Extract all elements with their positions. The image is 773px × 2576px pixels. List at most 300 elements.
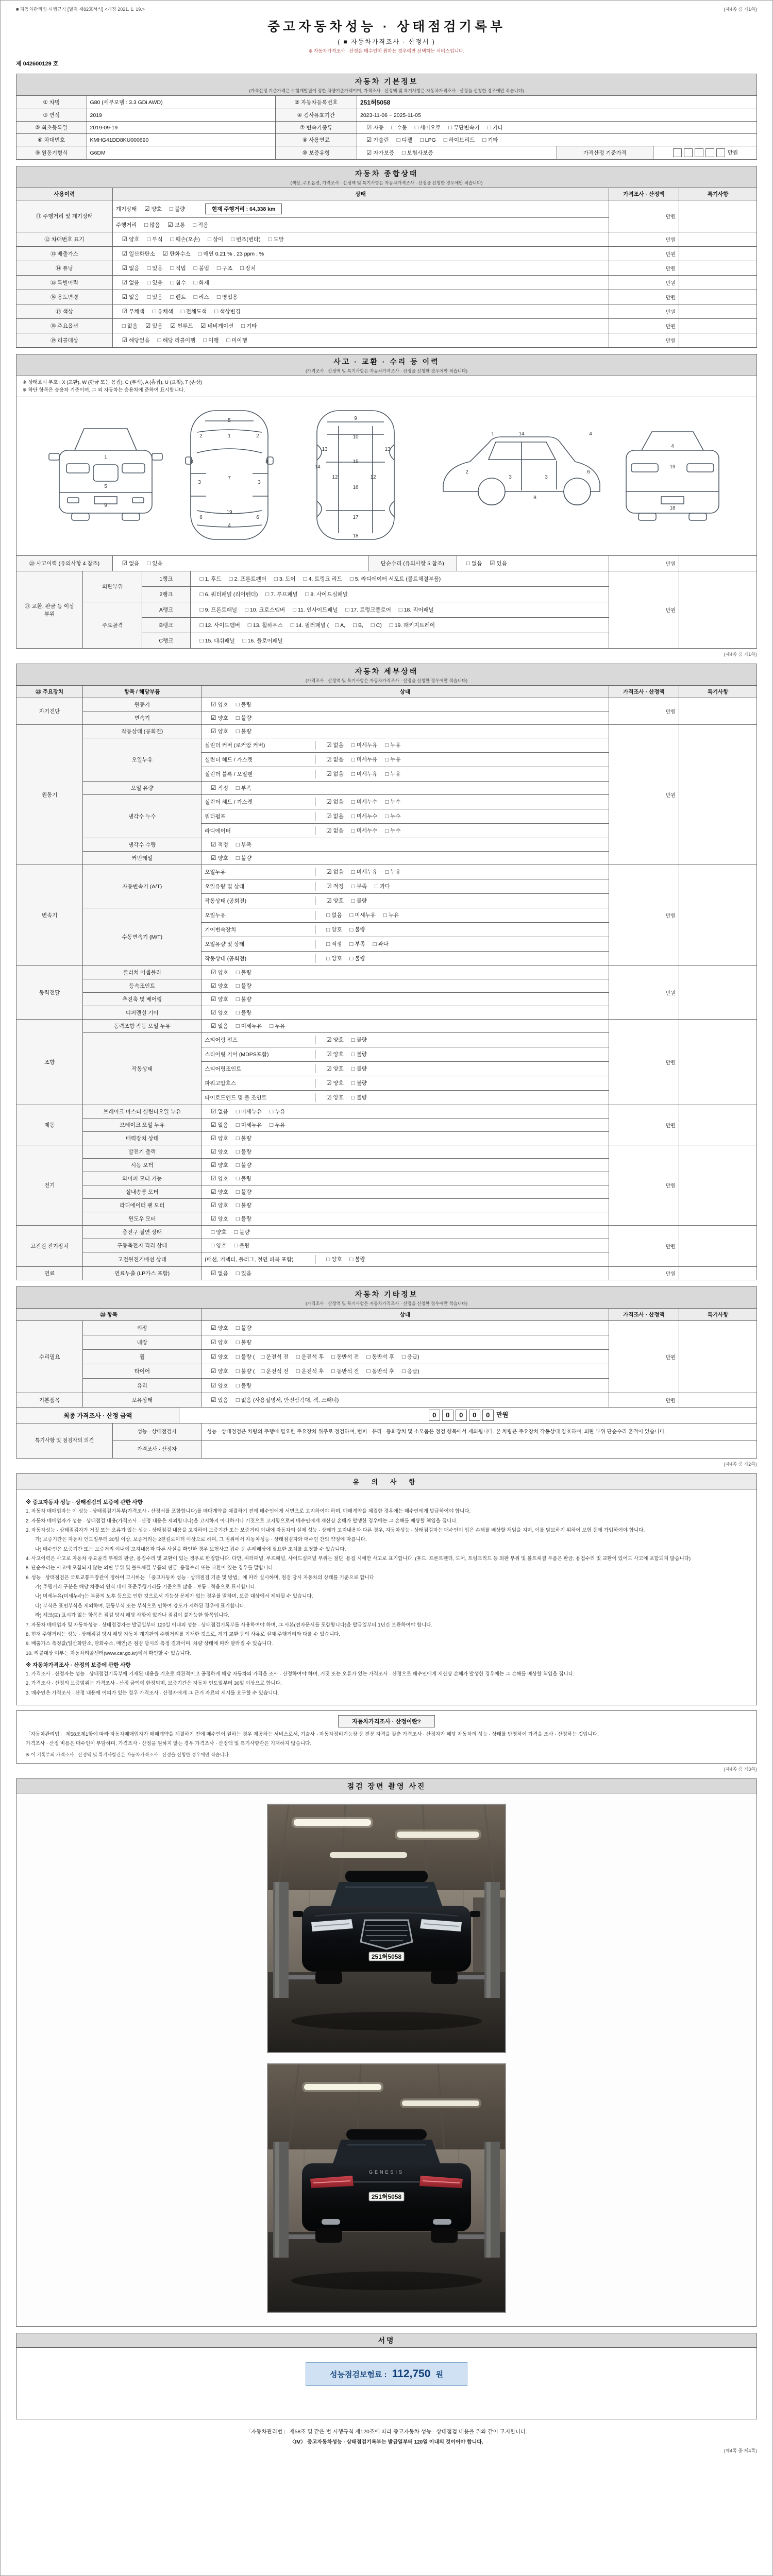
section-title-overall: 자동차 종합상태 [355, 170, 418, 178]
digit-box: 0 [442, 1410, 453, 1421]
checkbox-checked[interactable]: ☑ [366, 125, 372, 131]
checkbox-checked[interactable]: ☑ [211, 702, 216, 708]
checkbox-empty[interactable]: □ [326, 941, 330, 947]
checkbox-empty[interactable]: □ [236, 1397, 240, 1404]
checkbox-empty[interactable]: □ [385, 869, 389, 875]
svg-text:17: 17 [352, 515, 359, 521]
form-cell: 주요골격 [83, 602, 142, 649]
checkbox-empty[interactable]: □ [371, 622, 375, 629]
checkbox-empty[interactable]: □ [385, 799, 389, 805]
checkbox-checked[interactable]: ☑ [211, 1340, 216, 1346]
checkbox-checked[interactable]: ☑ [122, 309, 128, 315]
checkbox-empty[interactable]: □ [199, 622, 204, 629]
checkbox-empty[interactable]: □ [236, 728, 240, 735]
checkbox-checked[interactable]: ☑ [326, 742, 332, 749]
checkbox-empty[interactable]: □ [169, 206, 173, 212]
checkbox-empty[interactable]: □ [385, 771, 389, 777]
svg-text:19: 19 [669, 464, 676, 470]
checkbox-empty[interactable]: □ [383, 912, 387, 919]
checkbox-empty[interactable]: □ [443, 137, 447, 143]
checkbox-empty[interactable]: □ [326, 955, 330, 962]
checkbox-empty[interactable]: □ [214, 309, 219, 315]
checkbox-empty[interactable]: □ [366, 1354, 371, 1361]
checkbox-checked[interactable]: ☑ [122, 280, 128, 286]
checkbox-checked[interactable]: ☑ [326, 1080, 332, 1087]
checkbox-checked[interactable]: ☑ [122, 251, 128, 257]
form-cell: 변속기 [83, 711, 201, 725]
form-cell: 2랭크 [142, 587, 190, 602]
checkbox-empty[interactable]: □ [236, 1176, 240, 1182]
form-cell [679, 304, 757, 319]
checkbox-empty[interactable]: □ [349, 1256, 354, 1263]
checkbox-empty[interactable]: □ [296, 1368, 300, 1375]
checkbox-checked[interactable]: ☑ [211, 1397, 216, 1404]
checkbox-checked[interactable]: ☑ [326, 1037, 332, 1043]
form-cell: 작동상태 (공회전) [83, 725, 201, 738]
form-cell: 최종 가격조사 · 산정 금액 [16, 1408, 179, 1423]
checkbox-empty[interactable]: □ [193, 294, 197, 300]
checkbox-empty[interactable]: □ [211, 1243, 215, 1249]
checkbox-empty[interactable]: □ [326, 912, 330, 919]
checkbox-empty[interactable]: □ [198, 251, 202, 257]
checkbox-empty[interactable]: □ [261, 1354, 265, 1361]
part-label: 실린더 커버 (로커암 커버) [205, 741, 316, 750]
checkbox-empty[interactable]: □ [351, 1037, 355, 1043]
form-cell: 2023-11-06 ~ 2025-11-05 [357, 109, 757, 122]
checkbox-empty[interactable]: □ [385, 813, 389, 820]
notice-item: 1. 자동차 매매업자는 이 성능 · 상태점검기록부(가격조사 · 산정서를 포함합니다)를 매매계약을 체결하기 전에 매수인에게 서면으로 고지하여야 하며, 매매계약을 체결한 경우에는 매수인에게 발급하여야 합니다. [26, 1509, 471, 1515]
checkbox-empty[interactable]: □ [351, 883, 355, 890]
column-header: 특기사항 [679, 188, 757, 200]
form-cell: 클러치 어셈블리 [83, 966, 201, 979]
column-header: 가격조사 · 산정액 [609, 188, 679, 200]
checkbox-empty[interactable]: □ [270, 1109, 274, 1115]
checkbox-empty[interactable]: □ [170, 236, 174, 243]
checkbox-empty[interactable]: □ [349, 955, 354, 962]
form-cell: ㉑ 교환, 판금 등 이상 부위 [16, 571, 83, 649]
checkbox-empty[interactable]: □ [349, 576, 354, 583]
checkbox-empty[interactable]: □ [351, 869, 355, 875]
checkbox-empty[interactable]: □ [351, 742, 355, 749]
checkbox-empty[interactable]: □ [398, 607, 402, 614]
checkbox-empty[interactable]: □ [270, 1122, 274, 1129]
form-cell: □ 없음 ☑ 있음 [457, 556, 609, 571]
checkbox-empty[interactable]: □ [351, 799, 355, 805]
checkbox-checked[interactable]: ☑ [211, 1010, 216, 1016]
checkbox-empty[interactable]: □ [351, 1051, 355, 1058]
checkbox-checked[interactable]: ☑ [211, 1023, 216, 1030]
insurance-fee-unit: 원 [435, 2370, 444, 2379]
checkbox-empty[interactable]: □ [351, 1080, 355, 1087]
checkbox-empty[interactable]: □ [242, 638, 246, 645]
checkbox-empty[interactable]: □ [466, 561, 470, 567]
form-cell: 오일누유 ☑ 없음 □ 미세누유 □ 누유 [201, 865, 609, 879]
form-cell: 실린더 헤드 / 가스켓 ☑ 없음 □ 미세누유 □ 누유 [201, 753, 609, 767]
form-cell: 2019-09-19 [87, 122, 275, 134]
checkbox-empty[interactable]: □ [247, 622, 251, 629]
page-marker-2: (제4쪽 중 제2쪽) [724, 1462, 757, 1467]
checkbox-empty[interactable]: □ [147, 236, 151, 243]
checkbox-checked[interactable]: ☑ [167, 222, 173, 228]
checkbox-empty[interactable]: □ [366, 1368, 371, 1375]
notice-item: 3. 매수인은 가격조사 · 산정 내용에 이의가 있는 경우 가격조사 · 산정자에게 그 근거 자료의 제시를 요구할 수 있습니다. [26, 1690, 279, 1696]
form-cell: 만원 [609, 698, 679, 725]
checkbox-checked[interactable]: ☑ [122, 265, 128, 272]
form-cell: 기어변속장치 □ 양호 □ 불량 [201, 923, 609, 937]
checkbox-empty[interactable]: □ [335, 622, 339, 629]
checkbox-empty[interactable]: □ [122, 323, 126, 329]
notice-item-list [26, 1507, 747, 1657]
checkbox-empty[interactable]: □ [296, 1354, 300, 1361]
checkbox-empty[interactable]: □ [226, 337, 230, 344]
checkbox-empty[interactable]: □ [305, 591, 309, 598]
checkbox-empty[interactable]: □ [396, 137, 400, 143]
form-cell: 타이어 [83, 1364, 201, 1379]
checkbox-empty[interactable]: □ [236, 970, 240, 976]
form-cell: 스티어링 기어 (MDPS포함) ☑ 양호 □ 불량 [201, 1047, 609, 1062]
checkbox-empty[interactable]: □ [385, 827, 389, 834]
checkbox-checked[interactable]: ☑ [366, 137, 372, 143]
checkbox-checked[interactable]: ☑ [326, 869, 332, 875]
checkbox-empty[interactable]: □ [351, 756, 355, 763]
checkbox-empty[interactable]: □ [414, 125, 418, 131]
form-cell: ⑥ 차대번호 [16, 134, 87, 146]
form-cell: ☑ 없음 □ 있음 [201, 1267, 609, 1280]
notice-item: 다) 부식은 표면부식을 제외하며, 관통부식 또는 부식으로 인하여 강도가 저하된 경우에 표기합니다. [35, 1603, 246, 1609]
checkbox-empty[interactable]: □ [170, 294, 174, 300]
checkbox-empty[interactable]: □ [419, 137, 424, 143]
form-cell: ☑ 양호 □ 불량 [201, 1212, 609, 1226]
checkbox-empty[interactable]: □ [448, 125, 452, 131]
checkbox-empty[interactable]: □ [236, 702, 240, 708]
brand-badge: GENESIS [368, 2169, 405, 2175]
checkbox-empty[interactable]: □ [180, 309, 184, 315]
checkbox-empty[interactable]: □ [236, 1202, 240, 1209]
checkbox-empty[interactable]: □ [240, 265, 244, 272]
checkbox-empty[interactable]: □ [385, 756, 389, 763]
form-cell: 만원 [609, 725, 679, 865]
checkbox-checked[interactable]: ☑ [122, 337, 128, 344]
form-cell: 외장 [83, 1321, 201, 1335]
svg-text:4: 4 [589, 431, 592, 437]
inspection-photo-front [267, 1804, 506, 2053]
checkbox-empty[interactable]: □ [351, 827, 355, 834]
checkbox-empty[interactable]: □ [482, 137, 486, 143]
checkbox-empty[interactable]: □ [331, 1368, 335, 1375]
checkbox-empty[interactable]: □ [401, 150, 406, 156]
checkbox-empty[interactable]: □ [236, 1010, 240, 1016]
checkbox-empty[interactable]: □ [216, 265, 221, 272]
checkbox-checked[interactable]: ☑ [326, 771, 332, 777]
form-cell: 발전기 출력 [83, 1145, 201, 1159]
part-label: 파워고압호스 [205, 1079, 316, 1088]
checkbox-checked[interactable]: ☑ [211, 1189, 216, 1196]
form-cell: 가격산정 기준가격 [557, 146, 653, 160]
document-title: 중고자동차성능 · 상태점검기록부 [267, 20, 506, 34]
notice-item: 7. 자동차 매매업자 및 자동차성능 · 상태점검자는 발급일부터 120일 이내의 성능 · 상태점검기록부를 사용하여야 하며, 그 사본(전자문서를 포함합니다)을 발급일부터 1년간 보관하여야 합니다. [26, 1622, 433, 1628]
checkbox-checked[interactable]: ☑ [326, 813, 332, 820]
checkbox-checked[interactable]: ☑ [366, 150, 372, 156]
checkbox-empty[interactable]: □ [351, 813, 355, 820]
checkbox-checked[interactable]: ☑ [170, 323, 176, 329]
inspection-insurance-fee [306, 2362, 467, 2386]
checkbox-empty[interactable]: □ [236, 983, 240, 990]
checkbox-checked[interactable]: ☑ [326, 827, 332, 834]
checkbox-empty[interactable]: □ [203, 337, 207, 344]
checkbox-empty[interactable]: □ [349, 941, 354, 947]
checkbox-empty[interactable]: □ [199, 638, 204, 645]
checkbox-empty[interactable]: □ [236, 1109, 240, 1115]
checkbox-empty[interactable]: □ [157, 337, 161, 344]
form-cell: ☑ 적정 □ 부족 [201, 838, 609, 852]
form-cell: 파워고압호스 ☑ 양호 □ 불량 [201, 1076, 609, 1091]
checkbox-empty[interactable]: □ [236, 1189, 240, 1196]
checkbox-checked[interactable]: ☑ [122, 294, 128, 300]
form-cell: ☑ 양호 □ 불량 ( □ 운전석 전 □ 운전석 후 □ 동반석 전 □ 동반석 후 □ 응급) [201, 1350, 609, 1364]
checkbox-empty[interactable]: □ [351, 897, 355, 904]
column-header: 특기사항 [679, 1309, 757, 1321]
checkbox-empty[interactable]: □ [231, 236, 235, 243]
checkbox-empty[interactable]: □ [236, 996, 240, 1003]
checkbox-checked[interactable]: ☑ [211, 1122, 216, 1129]
checkbox-empty[interactable]: □ [236, 1325, 240, 1332]
form-cell: 커먼레일 [83, 852, 201, 865]
checkbox-empty[interactable]: □ [236, 1340, 240, 1346]
form-cell: 유리 [83, 1379, 201, 1393]
checkbox-checked[interactable]: ☑ [211, 1162, 216, 1169]
checkbox-checked[interactable]: ☑ [211, 728, 216, 735]
checkbox-checked[interactable]: ☑ [211, 842, 216, 849]
checkbox-checked[interactable]: ☑ [122, 236, 128, 243]
notice-item: 나) 매수인은 보증기간 또는 보증거리 이내에 고지내용과 다른 사실을 확인한 경우 보험사고 접수 등 손해배상에 필요한 조치를 요청할 수 있습니다. [35, 1546, 346, 1552]
form-cell: ⑰ 색상 [16, 304, 113, 319]
checkbox-checked[interactable]: ☑ [326, 1065, 332, 1072]
checkbox-checked[interactable]: ☑ [200, 323, 206, 329]
checkbox-checked[interactable]: ☑ [122, 561, 128, 567]
checkbox-checked[interactable]: ☑ [211, 1354, 216, 1361]
form-cell: ☑ 양호 □ 불량 [201, 698, 609, 711]
form-reference-line [16, 6, 757, 12]
checkbox-checked[interactable]: ☑ [211, 996, 216, 1003]
checkbox-empty[interactable]: □ [326, 1256, 330, 1263]
checkbox-empty[interactable]: □ [290, 622, 294, 629]
form-cell: ☑ 자가보증 □ 보험사보증 [357, 146, 557, 160]
checkbox-empty[interactable]: □ [147, 294, 151, 300]
checkbox-empty[interactable]: □ [349, 926, 354, 933]
column-header: 상태 [201, 1309, 609, 1321]
title-block [16, 16, 757, 54]
checkbox-checked[interactable]: ☑ [211, 1176, 216, 1182]
checkbox-empty[interactable]: □ [351, 1094, 355, 1101]
checkbox-empty[interactable]: □ [303, 576, 307, 583]
checkbox-checked[interactable]: ☑ [211, 1202, 216, 1209]
checkbox-empty[interactable]: □ [170, 280, 174, 286]
checkbox-empty[interactable]: □ [385, 742, 389, 749]
checkbox-empty[interactable]: □ [152, 309, 156, 315]
checkbox-empty[interactable]: □ [193, 265, 197, 272]
checkbox-checked[interactable]: ☑ [326, 799, 332, 805]
checkbox-empty[interactable]: □ [236, 1023, 240, 1030]
checkbox-checked[interactable]: ☑ [326, 756, 332, 763]
inspector-opinion-table [16, 1423, 757, 1459]
checkbox-checked[interactable]: ☑ [211, 1216, 216, 1223]
checkbox-empty[interactable]: □ [236, 1136, 240, 1142]
checkbox-checked[interactable]: ☑ [211, 1270, 216, 1277]
form-cell: 냉각수 누수 [83, 795, 201, 838]
part-label: 타이로드엔드 및 볼 조인트 [205, 1093, 316, 1102]
form-cell [679, 232, 757, 247]
svg-text:2: 2 [199, 433, 203, 439]
checkbox-checked[interactable]: ☑ [211, 970, 216, 976]
checkbox-empty[interactable]: □ [236, 1270, 240, 1277]
checkbox-checked[interactable]: ☑ [211, 1325, 216, 1332]
checkbox-empty[interactable]: □ [389, 622, 393, 629]
checkbox-empty[interactable]: □ [353, 622, 357, 629]
part-label: 실린더 헤드 / 가스켓 [205, 755, 316, 764]
checkbox-empty[interactable]: □ [236, 855, 240, 862]
form-cell: ⑯ 용도변경 [16, 290, 113, 304]
checkbox-empty[interactable]: □ [268, 236, 272, 243]
checkbox-checked[interactable]: ☑ [211, 1109, 216, 1115]
checkbox-checked[interactable]: ☑ [211, 1368, 216, 1375]
checkbox-empty[interactable]: □ [265, 591, 270, 598]
form-cell: ☑ 자동 □ 수동 □ 세미오토 □ 무단변속기 □ 기타 [357, 122, 757, 134]
checkbox-empty[interactable]: □ [236, 1149, 240, 1156]
price-definition-footnote: ※ 이 기록부의 가격조사 · 산정액 및 특기사항란은 자동차가격조사 · 산정을 신청한 경우에만 적습니다. [26, 1752, 230, 1757]
checkbox-empty[interactable]: □ [244, 607, 248, 614]
form-cell: ☑ 일산화탄소 ☑ 탄화수소 □ 매연 0.21 % , 23 ppm , % [112, 247, 609, 261]
checkbox-empty[interactable]: □ [236, 1162, 240, 1169]
checkbox-empty[interactable]: □ [349, 912, 354, 919]
etc-info-table [16, 1308, 757, 1408]
checkbox-checked[interactable]: ☑ [326, 1051, 332, 1058]
form-cell: 실린더 블록 / 오일팬 ☑ 없음 □ 미세누유 □ 누유 [201, 767, 609, 782]
svg-text:4: 4 [228, 523, 231, 529]
form-cell: 실린더 커버 (로커암 커버) ☑ 없음 □ 미세누유 □ 누유 [201, 738, 609, 753]
checkbox-empty[interactable]: □ [401, 1368, 406, 1375]
checkbox-checked[interactable]: ☑ [211, 1149, 216, 1156]
notice-item: 4. 사고이력은 사고로 자동차 주요골격 부위의 판금, 용접수리 및 교환이 있는 경우로 한정합니다. 다만, 쿼터패널, 루프패널, 사이드실패널 부위는 절단, 용접 시에만 사고로 표기합니다. (후드, 프론트펜더, 도어, 트렁크리드 등 외판 부위 및 볼트체결 부품은 판금, 용접수리 및 교환이 있어도 사고에 포함되지 않습니다) [26, 1556, 691, 1562]
form-cell: B랭크 [142, 618, 190, 633]
checkbox-checked[interactable]: ☑ [211, 785, 216, 792]
checkbox-empty[interactable]: □ [236, 785, 240, 792]
form-cell: 실내송풍 모터 [83, 1185, 201, 1199]
checkbox-empty[interactable]: □ [351, 771, 355, 777]
form-reference-right: (제4쪽 중 제1쪽) [724, 7, 757, 12]
checkbox-empty[interactable]: □ [326, 926, 330, 933]
checkbox-empty[interactable]: □ [401, 1354, 406, 1361]
checkbox-empty[interactable]: □ [241, 323, 245, 329]
form-cell: 작동상태 [83, 1033, 201, 1105]
checkbox-empty[interactable]: □ [293, 607, 296, 614]
checkbox-checked[interactable]: ☑ [326, 897, 332, 904]
form-cell: 라디에이터 ☑ 없음 □ 미세누수 □ 누수 [201, 824, 609, 838]
checkbox-empty[interactable]: □ [236, 842, 240, 849]
checkbox-checked[interactable]: ☑ [211, 855, 216, 862]
checkbox-empty[interactable]: □ [193, 222, 196, 228]
page-marker-1: (제4쪽 중 제1쪽) [724, 652, 757, 657]
checkbox-empty[interactable]: □ [331, 1354, 335, 1361]
car-outline-views [31, 401, 742, 551]
checkbox-empty[interactable]: □ [216, 294, 221, 300]
checkbox-empty[interactable]: □ [211, 1229, 215, 1236]
digit-box: 0 [482, 1410, 494, 1421]
checkbox-empty[interactable]: □ [207, 236, 211, 243]
svg-text:5: 5 [228, 418, 231, 424]
column-header: 특기사항 [679, 686, 757, 698]
checkbox-empty[interactable]: □ [144, 222, 148, 228]
checkbox-empty[interactable]: □ [236, 1383, 240, 1389]
checkbox-empty[interactable]: □ [487, 125, 491, 131]
form-cell: 만원 [609, 571, 679, 649]
checkbox-checked[interactable]: ☑ [211, 983, 216, 990]
checkbox-empty[interactable]: □ [351, 1065, 355, 1072]
form-cell: 원동기 [16, 725, 83, 865]
checkbox-checked[interactable]: ☑ [211, 1136, 216, 1142]
form-cell [679, 725, 757, 865]
form-cell: 2019 [87, 109, 275, 122]
checkbox-checked[interactable]: ☑ [162, 251, 169, 257]
checkbox-empty[interactable]: □ [236, 1216, 240, 1223]
checkbox-empty[interactable]: □ [170, 265, 174, 272]
checkbox-empty[interactable]: □ [199, 607, 204, 614]
checkbox-checked[interactable]: ☑ [145, 323, 151, 329]
checkbox-empty[interactable]: □ [270, 1023, 274, 1030]
checkbox-empty[interactable]: □ [229, 576, 233, 583]
price-definition-lines [26, 1731, 747, 1748]
page-marker-4: (제4쪽 중 제4쪽) [724, 2448, 757, 2453]
checkbox-checked[interactable]: ☑ [144, 206, 150, 212]
svg-text:3: 3 [545, 474, 548, 481]
section-header-photos [16, 1778, 757, 1793]
form-cell: 워터펌프 ☑ 없음 □ 미세누수 □ 누수 [201, 809, 609, 824]
checkbox-empty[interactable]: □ [147, 265, 151, 272]
checkbox-empty[interactable]: □ [236, 1354, 240, 1361]
form-cell: 만원 [609, 1267, 679, 1280]
checkbox-empty[interactable]: □ [236, 1122, 240, 1129]
form-cell [679, 290, 757, 304]
checkbox-empty[interactable]: □ [234, 1229, 238, 1236]
checkbox-checked[interactable]: ☑ [326, 883, 332, 890]
checkbox-empty[interactable]: □ [391, 125, 395, 131]
form-cell: C랭크 [142, 633, 190, 649]
car-damage-diagram [16, 397, 757, 556]
checkbox-empty[interactable]: □ [373, 941, 377, 947]
checkbox-empty[interactable]: □ [234, 1243, 238, 1249]
checkbox-empty[interactable]: □ [236, 1368, 240, 1375]
checkbox-empty[interactable]: □ [274, 576, 278, 583]
notice-item: 10. 리콜대상 여부는 자동차리콜센터(www.car.go.kr)에서 확인할 수 있습니다. [26, 1650, 191, 1656]
form-cell: 만원 [609, 1145, 679, 1226]
checkbox-empty[interactable]: □ [147, 280, 151, 286]
checkbox-empty[interactable]: □ [374, 883, 378, 890]
svg-text:18: 18 [669, 505, 676, 512]
checkbox-empty[interactable]: □ [236, 715, 240, 722]
checkbox-empty[interactable]: □ [193, 280, 197, 286]
checkbox-checked[interactable]: ☑ [490, 561, 495, 567]
notice-item: 3. 자동차성능 · 상태점검자가 거짓 또는 오류가 있는 성능 · 상태점검 내용을 고지하여 보증기간 또는 보증거리 이내에 자동차의 실제 성능 · 상태가 고지내용과 다른 경우, 자동차성능 · 상태점검자는 매수인이 입은 손해를 배상할 책임을 지며, 이를 담보하기 위하여 보험 등에 가입하여야 합니다. [26, 1528, 645, 1534]
checkbox-empty[interactable]: □ [147, 561, 151, 567]
checkbox-checked[interactable]: ☑ [211, 715, 216, 722]
checkbox-checked[interactable]: ☑ [326, 1094, 332, 1101]
checkbox-empty[interactable]: □ [345, 607, 349, 614]
checkbox-checked[interactable]: ☑ [211, 1383, 216, 1389]
checkbox-empty[interactable]: □ [261, 1368, 265, 1375]
checkbox-empty[interactable]: □ [199, 576, 204, 583]
form-cell: ① 차명 [16, 96, 87, 109]
checkbox-empty[interactable]: □ [199, 591, 204, 598]
footer-line-1: 「자동차관리법」 제58조 및 같은 법 시행규칙 제120조에 따라 중고자동차 성능 · 상태점검 내용을 위와 같이 고지합니다. [245, 2428, 528, 2435]
